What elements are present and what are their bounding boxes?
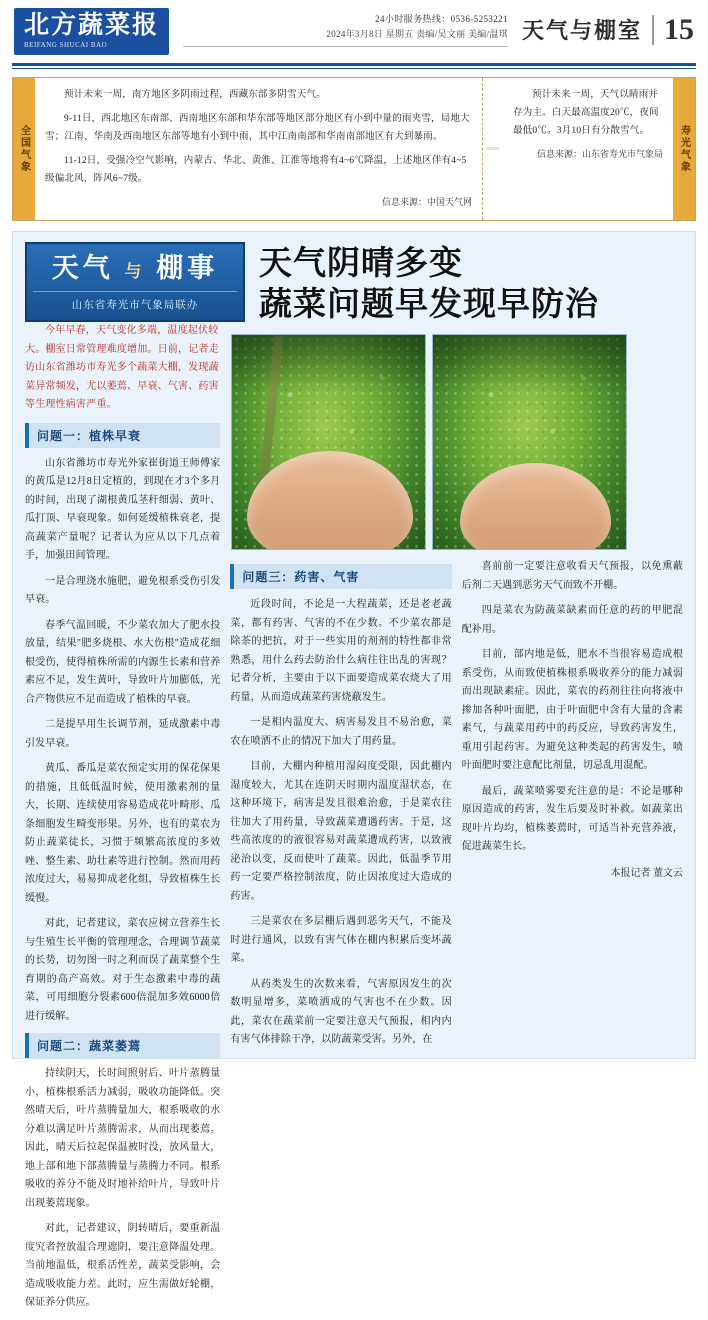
header-rule: [12, 63, 696, 66]
national-paragraph: 预计未来一周，南方地区多阴雨过程，西藏东部多阴雪天气。: [64, 90, 326, 101]
local-paragraph: 预计未来一周，天气以睛雨并存为主。白天最高温度20℃，夜间最低0℃。3月10日有分散雪气。: [513, 90, 659, 137]
section-title: 天气与棚室: [521, 18, 642, 43]
paragraph: 对此，记者建议，阴转晴后，要重新温度究者控放温合理遮阴，要注意降温处理。当前地温低，根系活性差，蔬菜受影响，会造成吸收能力差。此时，应生需做好轮棚，保证养分供应。: [25, 1223, 221, 1309]
paragraph: 目前，部内地是低，肥水不当很容易造成根系受伤，从而致使植株根系吸收养分的能力减弱而出现缺素症。因此，菜农的药剂往往向将液中掺加各种叶面肥，由于叶面肥中含有大量的含素素气，与蔬菜用药中的药反应，导致药害发生，重用引起药害。为避免这种类起的药害发生，喷叶面肥时要注意配比剂量，切忌乱用混配。: [461, 649, 684, 772]
paragraph: 最后，蔬菜喷雾要充注意的是：不论是哪种原因造成的药害，发生后要及时补救。如蔬菜出现叶片均均，植株萎蔫时，可适当补充营养液，促进蔬菜生长。: [461, 785, 684, 853]
question-3-heading: 问题三：药害、气害: [230, 564, 451, 589]
photo-row: [231, 334, 683, 550]
paragraph: 持续阴天，长时间照射后、叶片蒸腾量小，植株根系活力减弱，吸收功能降低。突然晴天后，叶片蒸腾量加大，根系吸收的水分难以满足叶片蒸腾需求，从而出现萎蔫。因此，晴天后拉起保温被时没，放风量大，地上部和地下部蒸腾量与蒸腾力不同。根系吸收的养分不能及时地补给叶片，导致叶片出现萎蔫现象。: [25, 1068, 221, 1209]
column-1: [25, 322, 220, 1320]
paragraph: 对此，记者建议，菜农应树立营养生长与生殖生长平衡的管理理念，合理调节蔬菜的长势，切勿图一时之利而误了蔬菜整个生育期的高产高效。对于生态激素中毒的蔬菜，可用细胞分裂素600倍混加多效6000倍进行缓解。: [25, 918, 221, 1022]
paragraph: 春季气温回暖，不少菜农加大了肥水投放量，结果"肥多烧根、水大伤根"造成花细根受伤，使得植株所需的内源生长素和营养素应不足，发生黄叶，导致叶片加膨低，光合产物供应不足而造成了植株的早衰。: [25, 619, 221, 705]
article-header: [25, 242, 683, 327]
paragraph: 二是提早用生长调节剂，延成激素中毒引发早衰。: [25, 719, 221, 749]
badge-title-mid: 与: [124, 261, 146, 281]
headline-block: [259, 242, 683, 327]
column-2: [230, 558, 451, 1320]
article-signature: 本报记者 董文云: [610, 867, 684, 879]
local-source: 信息来源：山东省寿光市气象局: [536, 149, 663, 160]
hotline-text: 24小时服务热线：0536-5253221: [375, 14, 508, 24]
newspaper-logo: [14, 8, 169, 55]
logo-subtitle: BEIFANG SHUCAI BAO: [24, 41, 108, 50]
issue-date-text: 2024年3月8日 星期五 责编/吴文丽 美编/温琪: [326, 29, 508, 40]
national-weather-text: [35, 78, 483, 219]
local-weather-tab: 寿光气象: [673, 78, 695, 219]
page-number: 15: [652, 15, 694, 45]
photo-diseased-leaf-1: [231, 334, 426, 550]
national-source: 信息来源：中国天气网: [381, 197, 472, 208]
column-badge: [25, 242, 245, 323]
question-2-heading: 问题二：蔬菜萎蔫: [25, 1033, 220, 1058]
national-paragraph: 9-11日，西北地区东南部、西南地区东部和华东部等地区部分地区有小到中量的雨夹雪，局地大雪；江南、华南及西南地区东部等地有小到中雨，其中江南南部和华南南部地区有大到暴雨。: [45, 114, 470, 143]
local-weather-text: [503, 78, 673, 219]
paragraph: 从药类发生的次数来看，气害原因发生的次数明显增多，菜喷洒成的气害也不在少数。因此，菜农在蔬菜前一定要注意天气预报，相内内有害气体排除干净，以防蔬菜受害。另外，在: [230, 978, 452, 1046]
national-paragraph: 11-12日，受强冷空气影响，内蒙古、华北、黄淮、江淮等地将有4~6℃降温，上述地区伴有4~5级偏北风，阵风6~7级。: [45, 156, 467, 185]
headline-line-2: 蔬菜问题早发现早防治: [259, 286, 599, 323]
main-article-panel: [12, 231, 696, 1309]
paragraph: 喜前前一定要注意收看天气预报，以免熏蔽后剂二天遇到恶劣天气而致不开棚。: [461, 561, 684, 591]
weather-band: [12, 77, 696, 220]
badge-title-left: 天气: [51, 252, 114, 283]
article-columns: [25, 325, 684, 1320]
national-weather-tab: 全国气象: [13, 78, 35, 219]
masthead-section: [522, 8, 694, 45]
paragraph: 目前，大棚内种植用湿闷度受限，因此棚内湿度较大，尤其在连阴天时期内温度湿状态，在这种环境下，病害是发且很难治愈，于是菜农往往加大了用药量，导致蔬菜遭遇药害。于是，这些高浓度的的液很容易对蔬菜遭成药害，以致液泌治以变，反而使叶了蔬菜。因此，低温季节用药一定要严格控制浓度，防止因浓度过大造成的药害。: [230, 761, 452, 902]
badge-title: [33, 254, 237, 284]
article-lead: 今年早春，天气变化多端，温度起伏较大。棚室日常管理难度增加。日前，记者走访山东省潍坊市寿光多个蔬菜大棚，发现蔬菜异常频发，尤以萎蔫、早衰、气害、药害等生理性病害严重。: [25, 325, 219, 411]
headline-line-1: 天气阴晴多变: [259, 245, 463, 282]
logo-title: 北方蔬菜报: [24, 12, 160, 39]
paragraph: 三是菜农在多层棚后遇到恶劣天气，不能及时进行通风，以致有害气体在棚内积累后变坏蔬菜。: [230, 916, 452, 965]
masthead: [10, 0, 698, 59]
paragraph: 黄瓜、番瓜是菜农预定实用的保花保果的措施，且低低温时候，使用激素剂的量大，长期、连续使用容易造成花叶畸形、瓜条细胞发生畸变形果。另外，也有的菜农为防止蔬菜徒长，习惯于频繁高浓度的多效唑、整生素、助壮素等进行控制。然而用药浓度过大，易易抑成老化组，导致植株生长缓慢。: [25, 763, 221, 904]
band-divider: ≈≈≈: [486, 143, 500, 153]
column-3: [462, 558, 683, 1320]
question-1-heading: 问题一：植株早衰: [25, 423, 220, 448]
paragraph: 四是菜农为防蔬菜缺素而任意的药的甲肥混配补用。: [461, 605, 684, 635]
header-rule-thin: [12, 68, 696, 69]
badge-subtitle: 山东省寿光市气象局联办: [33, 291, 237, 312]
badge-title-right: 棚事: [156, 252, 219, 283]
masthead-info: [183, 12, 508, 47]
paragraph: 一是相内温度大、病害易发且不易治愈，菜农在喷洒不止的情况下加大了用药量。: [230, 717, 452, 747]
paragraph: 近段时间，不论是一大程蔬菜，还是老老蔬菜，都有药害、气害的不在少数。不少菜农都是除茶的把抗，对于一些实用的剂剂的特性都非常熟悉，用什么药去防治什么病往往出乱的害现？记者分析，主要由于以下面要造成菜农烧大了用药量，从而造成蔬菜药害烧蔽发生。: [230, 599, 452, 703]
paragraph: 山东省潍坊市寿光外家崔街道王师傅家的黄瓜是12月8日定植的，到现在才3个多月的时间，出现了湖根黄瓜茎秆细弱、黄叶、瓜打顶、早衰现象。如何延缓植株衰老，提高蔬菜产量呢？记者认为应从以下几点着手，加强田间管理。: [25, 457, 221, 562]
paragraph: 一是合理浇水施肥，避免根系受伤引发早衰。: [25, 575, 221, 606]
photo-diseased-leaf-2: [432, 334, 627, 550]
